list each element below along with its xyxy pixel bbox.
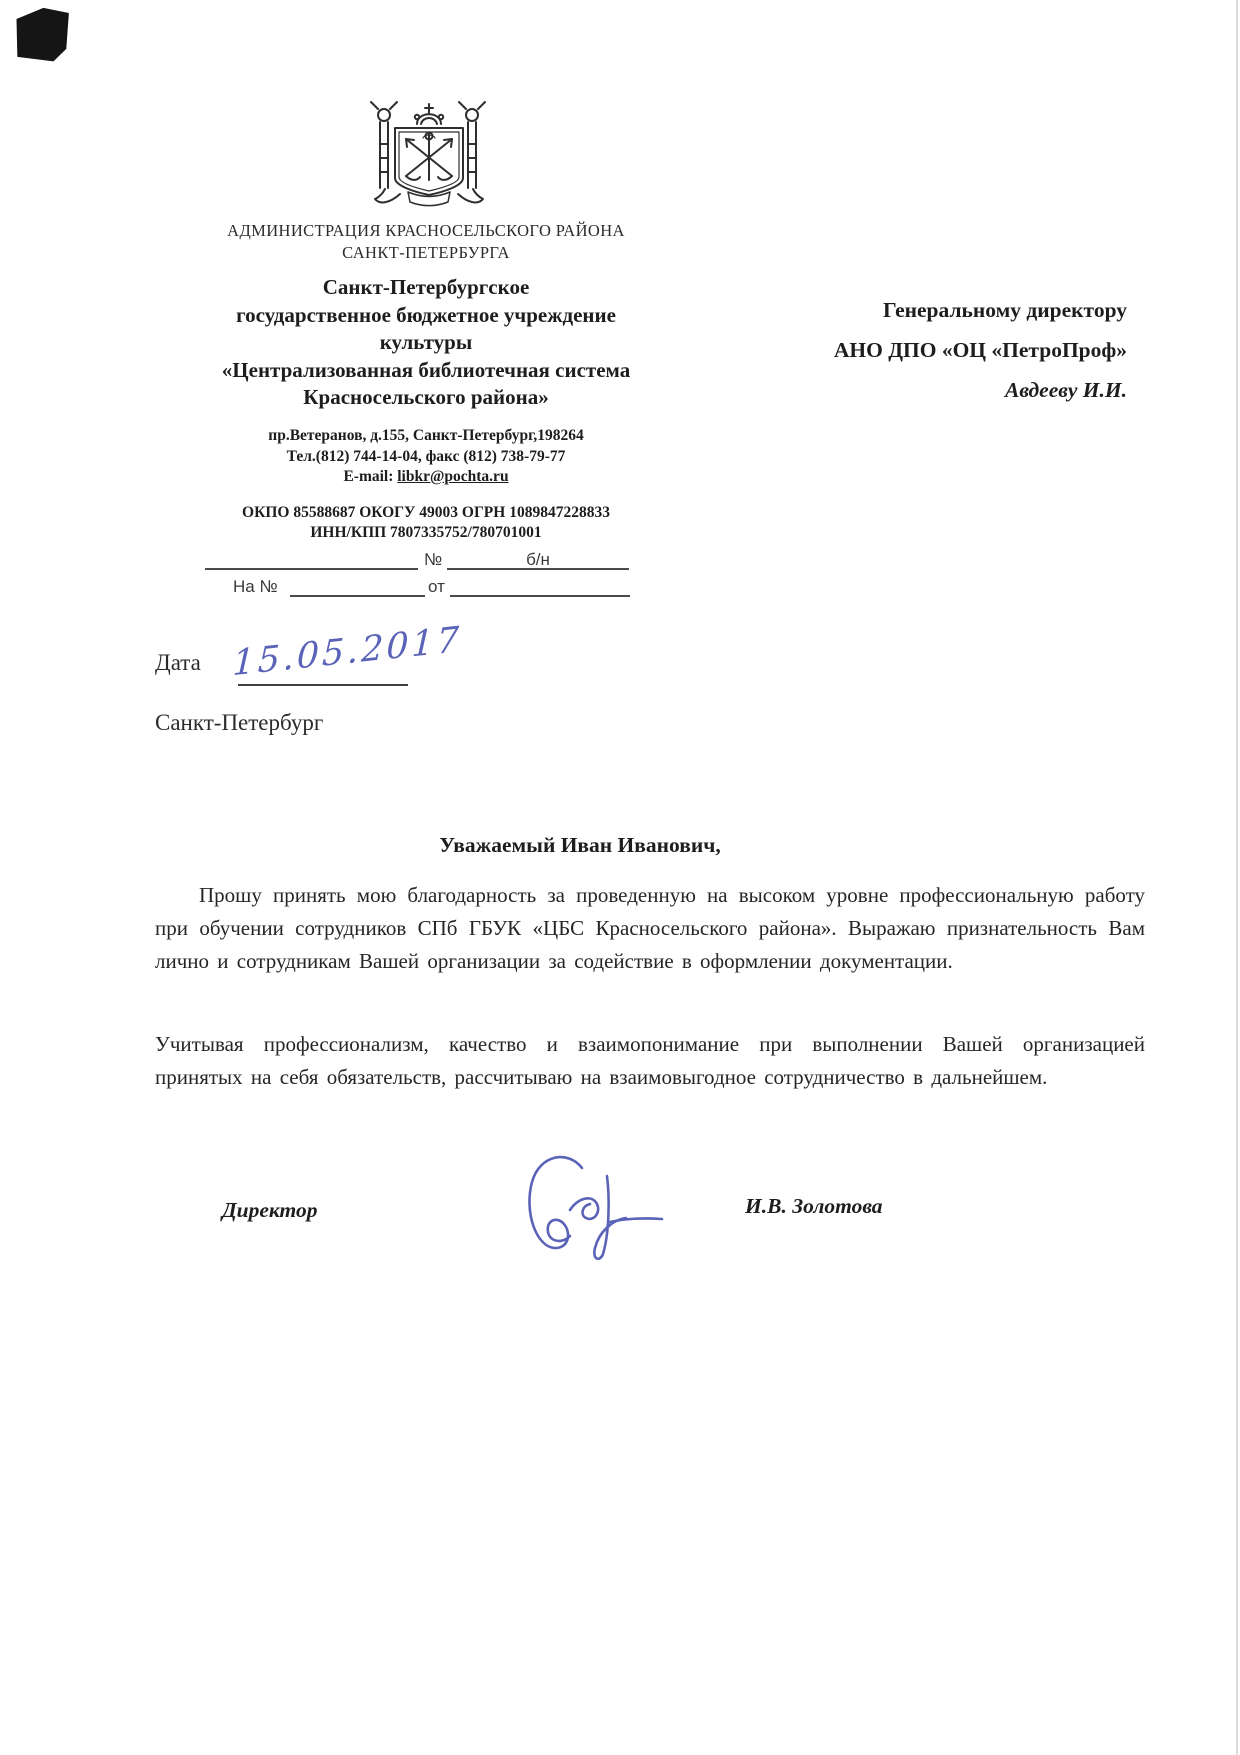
recipient-organization: АНО ДПО «ОЦ «ПетроПроф» [833,338,1127,362]
reply-number-blank [290,577,425,597]
recipient-position: Генеральному директору [883,298,1127,322]
contact-block [115,426,737,488]
administration-header [115,220,737,264]
handwritten-signature [510,1148,685,1268]
signer-name: И.В. Золотова [745,1194,883,1218]
body-paragraph-1: Прошу принять мою благодарность за проведенную на высоком уровне профессиональную работу при обучении сотрудников СПб ГБУК «ЦБС Красносельского района». Выражаю признательность Вам лично и сотрудникам Вашей организации за содействие в оформлении документации. [155,883,1145,973]
address-line: пр.Ветеранов, д.155, Санкт-Петербург,198264 [268,427,584,444]
organization-line3: культуры [379,330,473,354]
recipient-name: Авдееву И.И. [1004,378,1127,402]
organization-line5: Красносельского района» [303,385,549,409]
recipient-block [630,290,1127,410]
registration-codes [115,503,737,543]
signer-title: Директор [222,1198,318,1222]
email-line [115,467,737,488]
salutation: Уважаемый Иван Иванович, [439,833,721,857]
organization-line2: государственное бюджетное учреждение [236,302,616,327]
date-label: Дата [155,650,201,675]
administration-line1: АДМИНИСТРАЦИЯ КРАСНОСЕЛЬСКОГО РАЙОНА [227,221,625,240]
codes-line1: ОКПО 85588687 ОКОГУ 49003 ОГРН 1089847228833 [242,504,610,521]
organization-line4: «Централизованная библиотечная система [221,357,631,382]
codes-line2: ИНН/КПП 7807335752/780701001 [310,524,542,541]
reply-number-label: На № [233,577,278,596]
outgoing-number-blank [205,550,418,570]
email-address: libkr@pochta.ru [397,468,509,485]
phone-fax-line: Тел.(812) 744-14-04, факс (812) 738-79-77 [286,447,566,465]
email-label: E-mail: [343,468,398,485]
place-line: Санкт-Петербург [155,710,324,735]
scan-corner-artifact [13,7,72,64]
reply-from-label: от [428,577,445,596]
outgoing-number-value: б/н [447,550,629,570]
organization-line1: Санкт-Петербургское [322,275,530,299]
administration-line2: САНКТ-ПЕТЕРБУРГА [342,243,510,262]
body-paragraph-2: Учитывая профессионализм, качество и взаимопонимание при выполнении Вашей организацией принятых на себя обязательств, рассчитываю на взаимовыгодное сотрудничество в дальнейшем. [155,1032,1145,1089]
scan-edge-line [1236,0,1238,1755]
handwritten-date: 15.05.2017 [231,619,463,685]
spb-coat-of-arms-icon [338,92,520,215]
reply-date-blank [450,577,630,597]
number-sign-label: № [424,550,443,569]
